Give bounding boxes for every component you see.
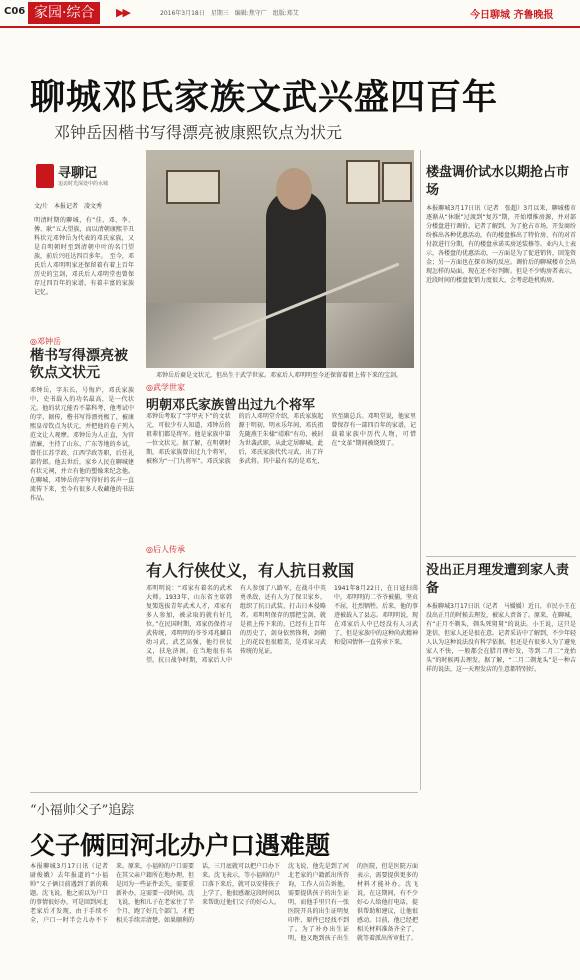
column-logo <box>36 160 126 196</box>
bottom-divider <box>30 792 418 793</box>
right-story2-body: 本报聊城3月17日讯（记者 马媛媛）近日，市民小王在没出正月的时候去理发，被家人责备了。原来，在聊城，有“正月不剃头，剃头死舅舅”的说法。小王说，这只是迷信，但家人还是很在意。记者采访中了解到，不少年轻人认为这种说法没有科学依据，但还是有很多人为了避免家人不快，一般都会在腊月理好发，等到二月二“龙抬头”的时候再去理发。据了解，“二月二剃龙头”是一种吉祥的说法，这一天理发店的生意都特别好。 <box>426 603 576 673</box>
section-arrows-icon: ▶▶ <box>116 6 129 19</box>
right-story1-title: 楼盘调价试水以期抢占市场 <box>426 165 570 198</box>
byline: 文/片 本报记者 凌文秀 <box>34 203 103 210</box>
section2-label: ◎武学世家 <box>146 383 185 392</box>
right-story2-title: 没出正月理发遭到家人责备 <box>426 563 570 596</box>
column-logo-icon <box>36 164 54 188</box>
section1-body: 邓钟岳，字东长，号悔庐，邓氏家族中，史书载入的功名最高，是一代状元。他的状元能否不靠科考，他考试中的字，据传，楷书写得漂亮极了，被康熙皇帝钦点为状元，并把他的卷子列入范文让人观摩。邓钟岳为人正直，为官清廉，主持了山东、广东等地的乡试，曾任江苏学政、江西学政等职，后任礼部侍郎。他去世后，家乡人民在聊城建有状元祠，并立有他的塑像来纪念他。在聊城，邓钟岳的字写得好的名声一直流传下来，至今有很多人收藏他的书法作品。 <box>30 387 134 502</box>
section3-label: ◎后人传承 <box>146 545 185 554</box>
section2-body: 邓钟岳考取了“字甲天下”的文状元，可很少有人知道，邓钟岳的祖辈们都是将军。他是家族中第一位文状元。据了解，在明朝时期，邓氏家族曾出过九个将军，被称为“一门九将军”。邓氏家族的后人邓明堂介绍，邓氏家族起源于明初，明永乐年间，邓氏祖先随燕王朱棣“靖难”有功，被封为世袭武职，从此定居聊城。此后，邓氏家族代代习武，出了许多武将。其中最有名的是邓允，官至副总兵。邓明堂说，他家里曾保存有一部四百年的家谱，记载着家族中历代人物，可惜在“文革”期间被烧毁了。 <box>146 413 416 465</box>
bottom-body: 本报聊城3月17日讯（记者 尉俊娥）去年报道的“小福帅”父子俩目前遇到了新的难题。沈飞说，他之前以为户口的事情很好办，可是回到河北老家后才发现，由于手续不全，户口一时半会儿办不下来。原来，小福帅的户口需要在其父亲户籍所在地办理，但是因为一些证件丢失，需要重新补办，这需要一段时间。沈飞说，他和儿子在老家住了半个月，跑了好几个部门，才把相关手续弄清楚。如果顺利的话，三月底就可以把户口办下来。沈飞表示，等小福帅的户口落下来后，就可以安排孩子上学了，他很感谢这段时间以来帮助过他们父子的好心人。 <box>30 863 280 924</box>
bottom-body-continued: 沈飞说，他先是到了河北老家的户籍派出所咨询，工作人员告诉他，需要提供孩子的出生证明，而他手里只有一张医院开具的出生证明复印件，原件已经找不到了。为了补办出生证明，他又跑到孩子出生的医院，但是医院方面表示，需要提供更多的材料才能补办。沈飞说，在这期间，有不少好心人给他打电话，提供帮助和建议，让他很感动。目前，他已经把相关材料准备齐全了，就等着派出所审批了。 <box>288 863 418 942</box>
section-label: 家园·综合 <box>28 2 100 24</box>
right-story1-body: 本报聊城3月17日讯（记者 张超）3月以来，聊城楼市逐渐从“休眠”过渡到“复苏”期，开始增推房源，并对部分楼盘进行调价。记者了解到，为了抢占市场，开发商纷纷推出各种优惠活动，有的楼盘推出了特价房、有的对首付款进行分期，有的楼盘承诺买房送装修等。业内人士表示，各楼盘的优惠活动，一方面是为了促进销售，回笼资金；另一方面也在探市场的反应。调价后的聊城楼市会出现怎样的局面，现在还不好判断。但是不少购房者表示，近段时间的楼盘促销力度很大，会考虑趁机购房。 <box>426 205 576 284</box>
column-divider <box>420 150 421 790</box>
photo-caption: 邓钟岳后裔是文状元，但出生于武学世家。邓家后人邓明明至今还保留着祖上传下来的宝剑。 <box>156 372 403 379</box>
section1-label: ◎邓钟岳 <box>30 337 61 346</box>
page-number: C06 <box>4 6 26 17</box>
section2-title: 明朝邓氏家族曾出过九个将军 <box>146 398 316 413</box>
main-subhead: 邓钟岳因楷书写得漂亮被康熙钦点为状元 <box>54 123 343 142</box>
main-headline: 聊城邓氏家族文武兴盛四百年 <box>30 77 499 118</box>
lead-paragraph: 明清时期的聊城，有“佳、邓、李、傅、耿”五大望族，而以清朝康熙辛丑科状元邓钟岳为代表的邓氏家族，又是自明朝时至到清朝中叶的名门望族，前后兴旺达四百多年。 至今，邓氏后人邓明明家还保留着有着上百年历史的宝剑，邓氏后人邓明堂也曾保存过四百年的家谱，有着丰富的家族记忆。 <box>34 217 134 296</box>
section1-title: 楷书写得漂亮被钦点文状元 <box>30 348 128 381</box>
bottom-headline: 父子俩回河北办户口遇难题 <box>30 831 331 860</box>
section3-title: 有人行侠仗义，有人抗日救国 <box>146 561 355 580</box>
section3-body-continued: 1941年8月22日，在日寇扫荡中，邓明明的二爷爷被捕，坚贞不屈，壮烈牺牲。后来，他的事迹被载入了县志。邓明明说，现在邓家后人中已经没有人习武了，但是家族中的这种尚武精神和爱国情怀一直传承下来。 <box>334 585 418 646</box>
column-logo-subtitle: 追访时光深处中的水城 <box>58 181 109 187</box>
header-rule <box>0 26 580 28</box>
section3-body: 邓明明说：“邓家有着名的武术大师。1933年，山东省主席韩复榘选拔青年武术人才，邓家有多人参加，被录取的就有好几位。”在民国时期，邓家仍保持习武传统，邓明明的爷爷邓兆麟自幼习武，武艺高强，他行侠仗义，扶危济困，在当地很有名望。抗日战争时期，邓家后人中有人参加了八路军，在战斗中英勇杀敌，还有人为了保卫家乡，组织了抗日武装，打击日本侵略者。邓明明保存的那把宝剑，就是祖上传下来的，已经有上百年的历史了，剑身依然锋利，剑鞘上的花纹也很精美，是邓家习武传统的见证。 <box>146 585 326 664</box>
issue-info: 2016年3月18日 星期三 编辑:焦守广 组版:郑艾 <box>160 10 299 17</box>
bottom-kicker: “小福帅父子”追踪 <box>30 803 135 818</box>
article-photo <box>146 150 414 368</box>
newspaper-name: 今日聊城 齐鲁晚报 <box>470 10 554 21</box>
column-logo-title: 寻聊记 <box>58 166 98 181</box>
right-divider <box>426 556 576 557</box>
